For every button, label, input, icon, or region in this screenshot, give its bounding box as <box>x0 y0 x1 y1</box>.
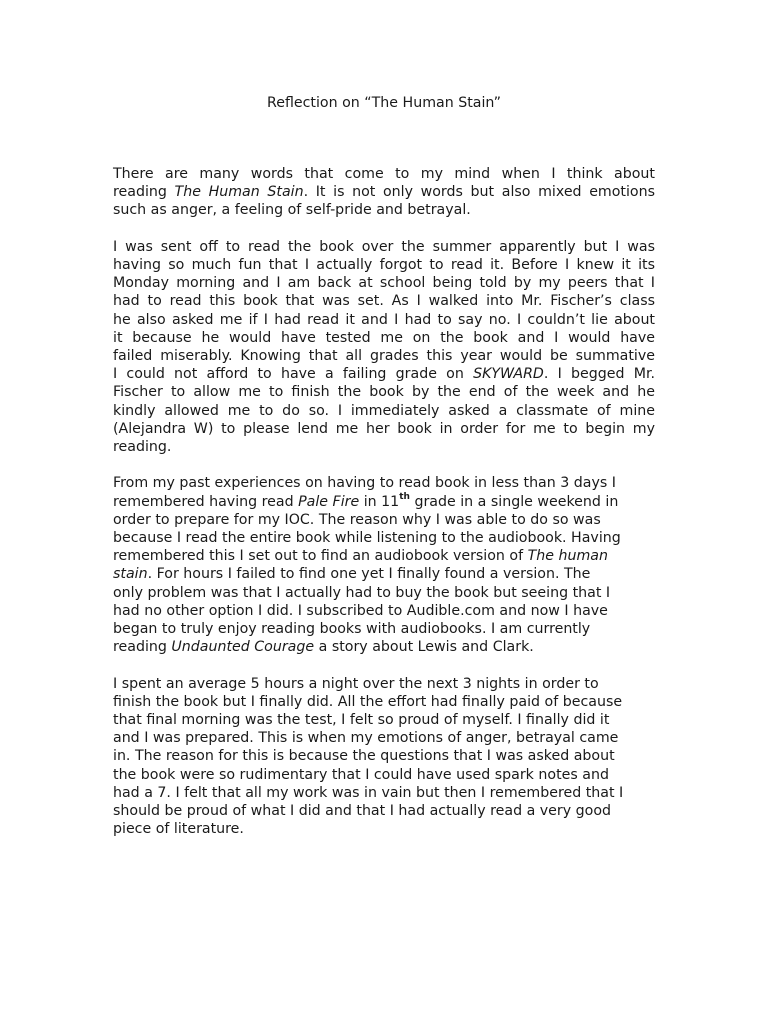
text-run: reading. <box>113 439 172 456</box>
text-line <box>113 602 655 620</box>
text-line <box>113 238 655 256</box>
text-run: in 11 <box>359 493 400 510</box>
text-line <box>113 402 655 420</box>
document-body <box>113 165 655 857</box>
text-run: Monday morning and I am back at school being told by my peers that I <box>113 275 655 292</box>
text-line <box>113 292 655 310</box>
text-line <box>113 165 655 183</box>
text-line <box>113 711 655 729</box>
text-line <box>113 256 655 274</box>
text-line <box>113 420 655 438</box>
paragraph <box>113 165 655 220</box>
italic-title: stain <box>113 566 148 583</box>
text-run: should be proud of what I did and that I had actually read a very good <box>113 803 612 820</box>
text-run: he also asked me if I had read it and I had to say no. I couldn’t lie about <box>113 311 655 328</box>
text-run: in. The reason for this is because the questions that I was asked about <box>113 748 615 765</box>
text-line <box>113 638 655 656</box>
text-run: having so much fun that I actually forgot to read it. Before I knew it its <box>113 257 655 273</box>
text-line <box>113 620 655 638</box>
text-line <box>113 311 655 329</box>
text-run: had a 7. I felt that all my work was in vain but then I remembered that I <box>113 784 624 801</box>
text-run: kindly allowed me to do so. I immediately asked a classmate of mine <box>113 402 655 419</box>
text-line <box>113 183 655 201</box>
text-line <box>113 493 655 511</box>
text-line <box>113 820 655 838</box>
text-line <box>113 547 655 565</box>
text-run: and I was prepared. This is when my emotions of anger, betrayal came <box>113 730 619 747</box>
text-run: it because he would have tested me on the book and I would have <box>113 329 655 346</box>
text-line <box>113 584 655 602</box>
text-line <box>113 511 655 529</box>
text-run: (Alejandra W) to please lend me her book in order for me to begin my <box>113 420 655 437</box>
text-line <box>113 474 655 492</box>
text-run: . I begged Mr. <box>543 366 655 383</box>
text-run: There are many words that come to my mind when I think about <box>113 166 655 182</box>
text-line <box>113 565 655 583</box>
text-run: I was sent off to read the book over the summer apparently but I was <box>113 238 655 255</box>
text-run: began to truly enjoy reading books with audiobooks. I am currently <box>113 621 591 638</box>
text-line <box>113 747 655 765</box>
paragraph <box>113 675 655 839</box>
text-run: a story about Lewis and Clark. <box>314 639 534 656</box>
text-line <box>113 693 655 711</box>
italic-title: SKYWARD <box>473 366 544 383</box>
text-line <box>113 675 655 693</box>
text-run: grade in a single weekend in <box>409 493 619 510</box>
text-line <box>113 766 655 784</box>
text-run: reading <box>113 639 172 656</box>
text-run: finish the book but I finally did. All the effort had finally paid of because <box>113 693 623 710</box>
text-run: because I read the entire book while listening to the audiobook. Having <box>113 530 621 547</box>
text-run: . For hours I failed to find one yet I finally found a version. The <box>147 566 591 583</box>
text-run: remembered having read <box>113 493 299 510</box>
text-run: Fischer to allow me to finish the book by the end of the week and he <box>113 384 655 401</box>
text-line <box>113 529 655 547</box>
paragraph <box>113 238 655 456</box>
text-run: order to prepare for my IOC. The reason why I was able to do so was <box>113 511 601 528</box>
text-run: I spent an average 5 hours a night over the next 3 nights in order to <box>113 675 599 692</box>
text-run: the book were so rudimentary that I could have used spark notes and <box>113 766 609 783</box>
text-run: remembered this I set out to find an audiobook version of <box>113 548 528 565</box>
italic-title: Undaunted Courage <box>171 639 315 656</box>
text-line <box>113 802 655 820</box>
text-line <box>113 365 655 383</box>
text-line <box>113 383 655 401</box>
text-run: that final morning was the test, I felt so proud of myself. I finally did it <box>113 712 610 729</box>
text-line <box>113 729 655 747</box>
text-run: piece of literature. <box>113 821 244 838</box>
text-run: From my past experiences on having to read book in less than 3 days I <box>113 475 616 492</box>
text-line <box>113 347 655 365</box>
text-run: I could not afford to have a failing grade on <box>113 366 474 383</box>
italic-title: Pale Fire <box>298 493 360 510</box>
italic-title: The human <box>527 548 608 565</box>
text-line <box>113 274 655 292</box>
italic-title: The Human Stain <box>174 184 304 201</box>
text-run: failed miserably. Knowing that all grades this year would be summative <box>113 348 655 365</box>
text-run: . It is not only words but also mixed emotions <box>303 184 655 201</box>
text-run: such as anger, a feeling of self-pride and betrayal. <box>113 202 471 219</box>
text-run: only problem was that I actually had to buy the book but seeing that I <box>113 584 611 601</box>
paragraph <box>113 474 655 656</box>
document-title: Reflection on “The Human Stain” <box>267 95 501 111</box>
text-run: had no other option I did. I subscribed to Audible.com and now I have <box>113 602 608 619</box>
text-line <box>113 201 655 219</box>
text-run: reading <box>113 184 175 201</box>
text-line <box>113 329 655 347</box>
superscript-text: th <box>399 491 410 502</box>
text-run: had to read this book that was set. As I walked into Mr. Fischer’s class <box>113 293 655 310</box>
text-line <box>113 784 655 802</box>
text-line <box>113 438 655 456</box>
